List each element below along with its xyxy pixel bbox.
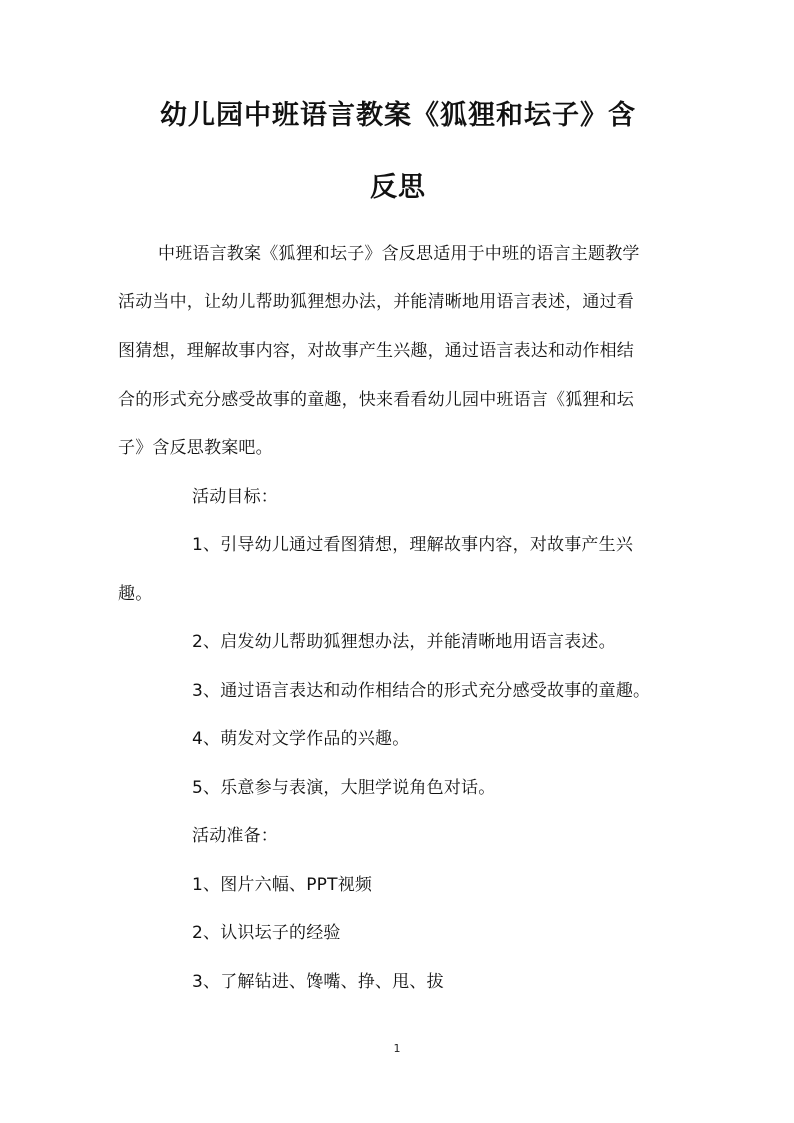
document-title-line-1: 幼儿园中班语言教案《狐狸和坛子》含: [160, 100, 636, 131]
goal-item-2: 2、启发幼儿帮助狐狸想办法，并能清晰地用语言表述。: [192, 632, 616, 652]
prep-heading: 活动准备：: [192, 826, 278, 846]
page-number: 1: [393, 1042, 401, 1055]
prep-item-2: 2、认识坛子的经验: [192, 923, 341, 943]
intro-line-4: 合的形式充分感受故事的童趣，快来看看幼儿园中班语言《狐狸和坛: [118, 390, 634, 410]
intro-line-2: 活动当中，让幼儿帮助狐狸想办法，并能清晰地用语言表述，通过看: [118, 292, 634, 312]
goal-item-4: 4、萌发对文学作品的兴趣。: [192, 729, 410, 749]
intro-line-1: 中班语言教案《狐狸和坛子》含反思适用于中班的语言主题教学: [158, 244, 640, 264]
goal-item-1-line-1: 1、引导幼儿通过看图猜想，理解故事内容，对故事产生兴: [192, 535, 634, 555]
intro-line-3: 图猜想，理解故事内容，对故事产生兴趣，通过语言表达和动作相结: [118, 341, 634, 361]
prep-item-3: 3、了解钻进、馋嘴、挣、甩、拔: [192, 972, 444, 992]
goal-item-5: 5、乐意参与表演，大胆学说角色对话。: [192, 778, 496, 798]
goals-heading: 活动目标：: [192, 487, 278, 507]
prep-item-1: 1、图片六幅、PPT视频: [192, 875, 373, 895]
intro-line-5: 子》含反思教案吧。: [118, 438, 273, 458]
goal-item-1-line-2: 趣。: [118, 584, 153, 604]
goal-item-3: 3、通过语言表达和动作相结合的形式充分感受故事的童趣。: [192, 681, 651, 701]
document-title-line-2: 反思: [370, 172, 426, 203]
